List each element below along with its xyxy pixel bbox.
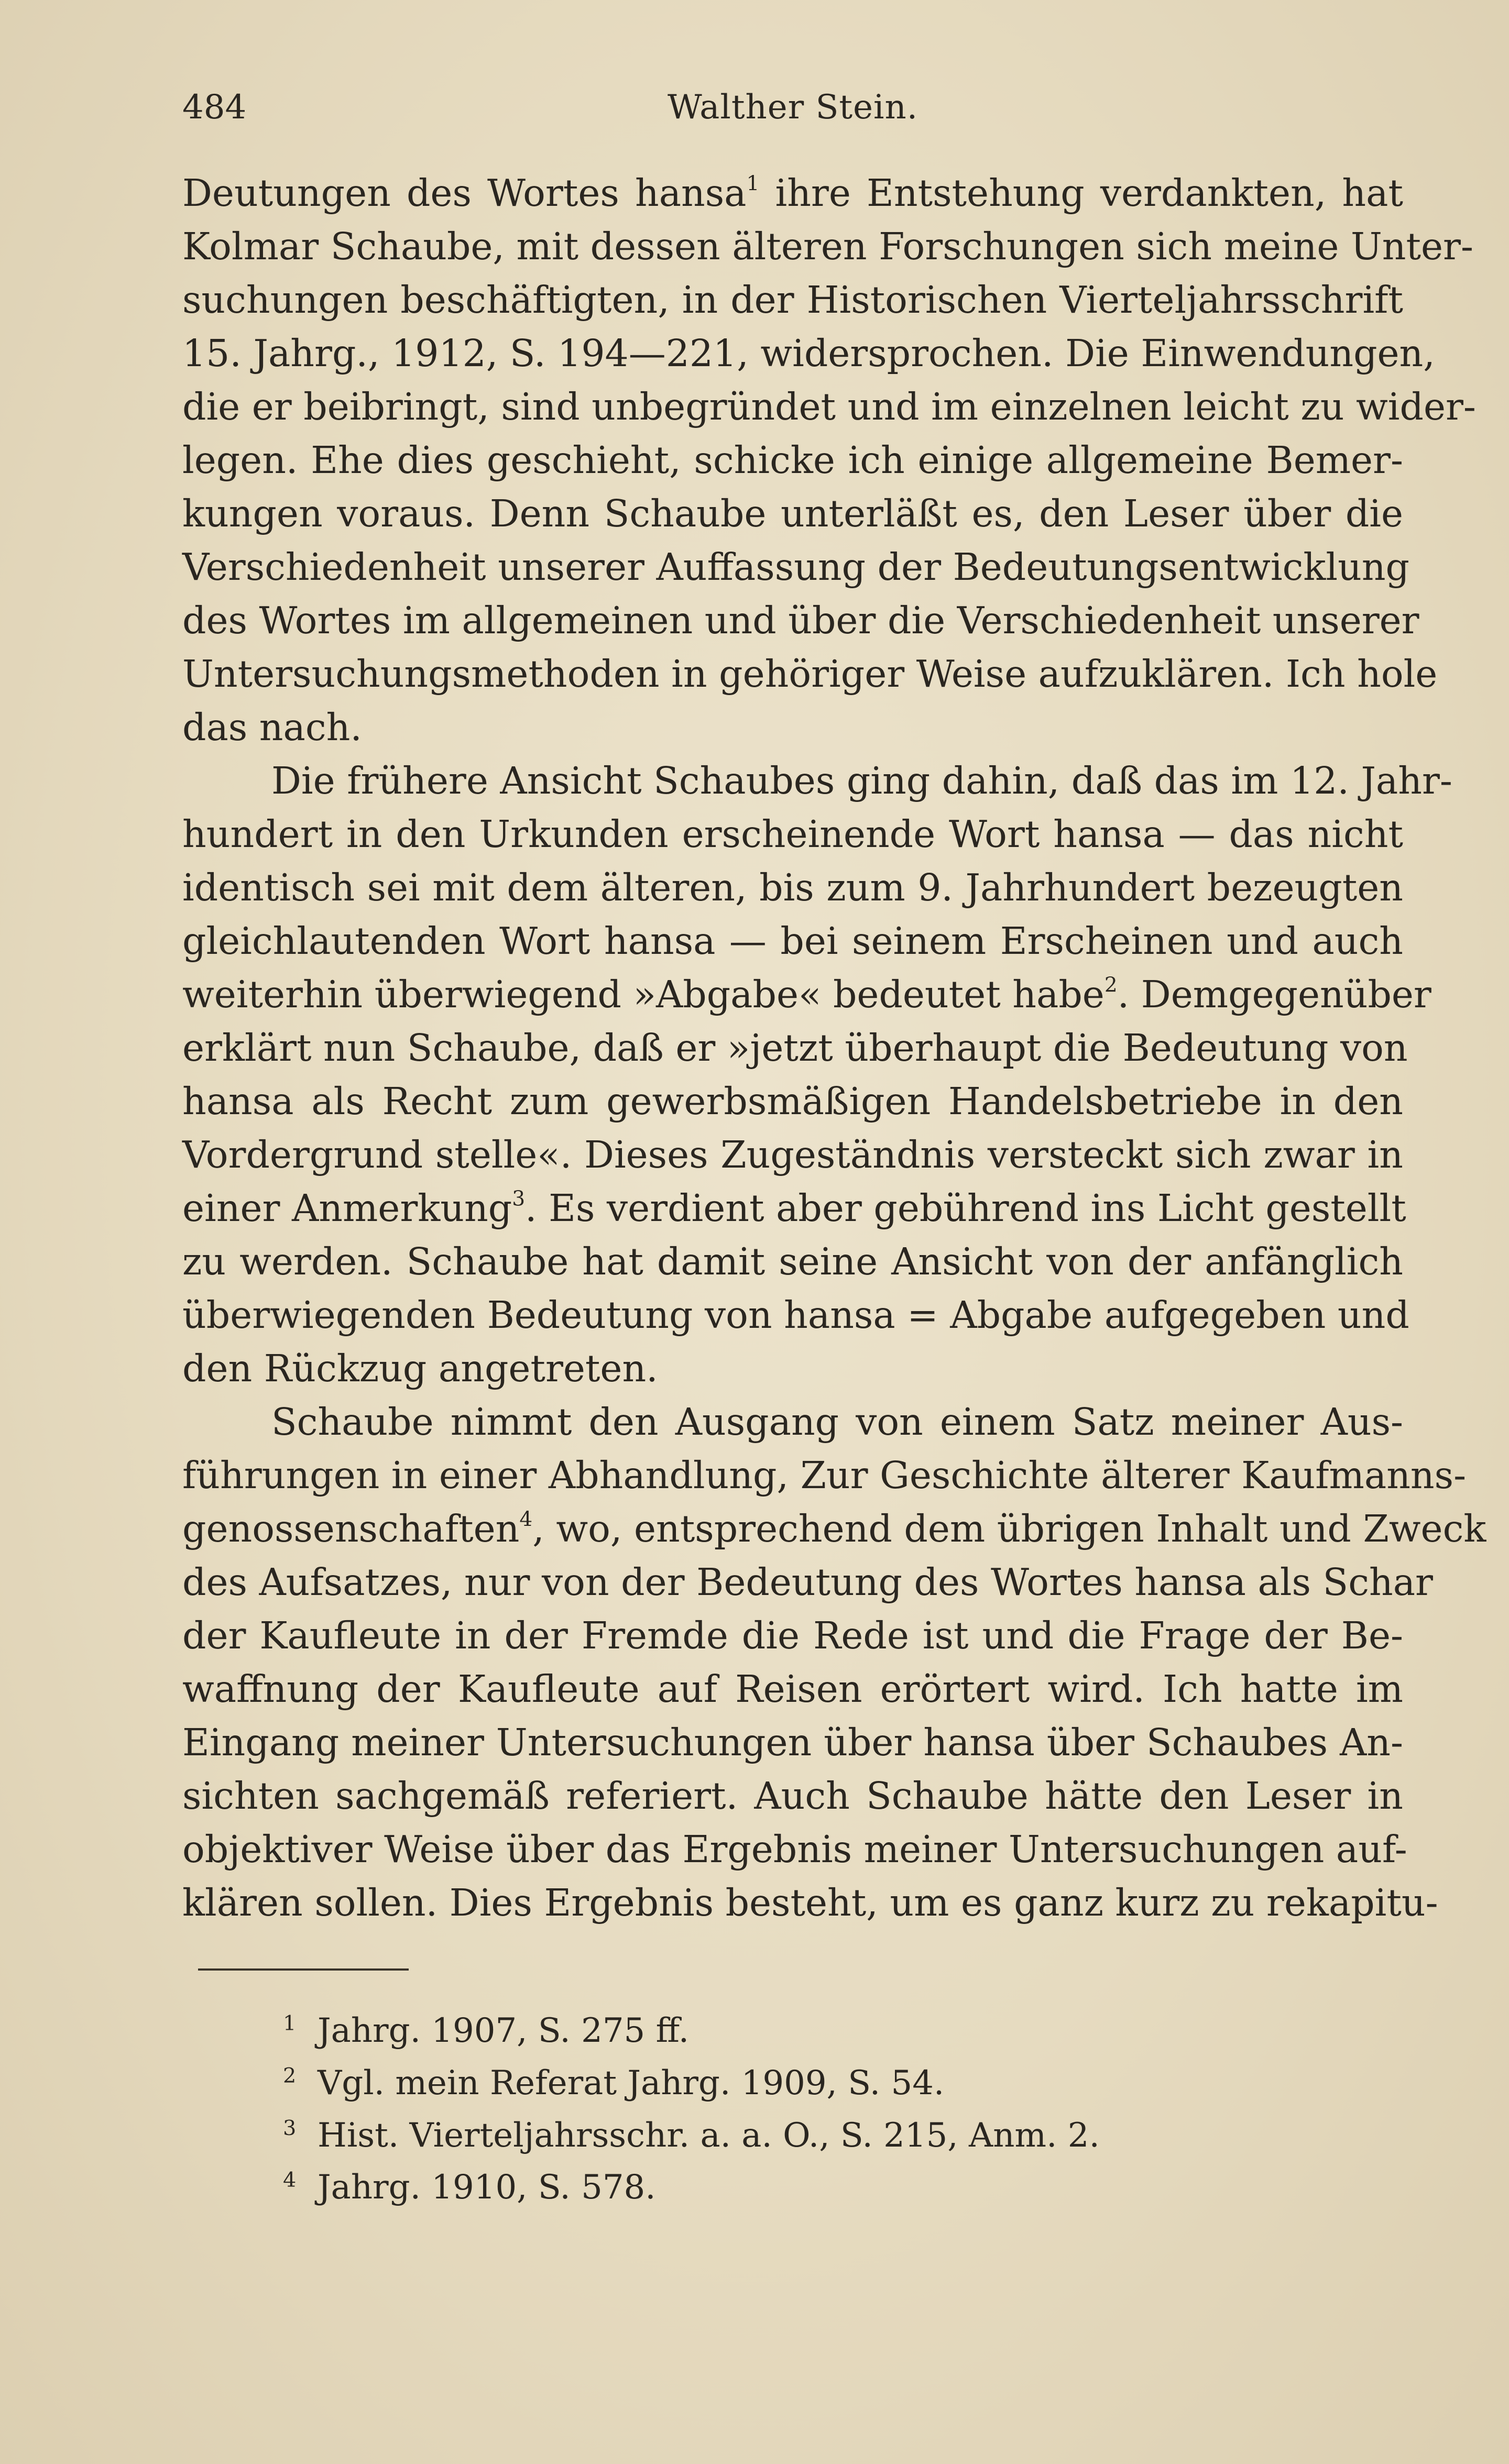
text-segment: klären sollen. Dies Ergebnis besteht, um es ganz kurz zu rekapitu- (182, 1881, 1438, 1924)
text-line (182, 1449, 1467, 1502)
text-segment: den Rückzug angetreten. (182, 1347, 658, 1390)
text-segment: gleichlautenden Wort hansa — bei seinem Erscheinen und auch (182, 919, 1403, 963)
text-segment: . Demgegenüber (1117, 973, 1431, 1016)
text-line (182, 1823, 1407, 1876)
text-segment: Untersuchungsmethoden in gehöriger Weise aufzuklären. Ich hole (182, 652, 1438, 696)
footnote-text: Jahrg. 1907, S. 275 ff. (318, 2011, 690, 2050)
text-line (182, 1289, 1409, 1342)
footnote-text: Jahrg. 1910, S. 578. (318, 2168, 656, 2207)
text-segment: führungen in einer Abhandlung, Zur Geschichte älterer Kaufmanns- (182, 1454, 1467, 1497)
text-segment: Verschiedenheit unserer Auffassung der Bedeutungsentwicklung (182, 545, 1409, 589)
text-line (182, 594, 1419, 647)
text-line (182, 220, 1473, 273)
footnote-marker: 1 (746, 172, 760, 196)
text-line (182, 968, 1431, 1021)
text-segment: Die frühere Ansicht Schaubes ging dahin, daß das im 12. Jahr- (271, 759, 1452, 802)
text-segment: überwiegenden Bedeutung von hansa = Abgabe aufgegeben und (182, 1293, 1409, 1337)
footnote (283, 2053, 1226, 2106)
footnote-marker: 4 (519, 1508, 533, 1532)
text-segment: suchungen beschäftigten, in der Historischen Vierteljahrsschrift (182, 278, 1403, 322)
text-line (182, 1021, 1408, 1075)
page-header (182, 79, 1403, 136)
text-segment: einer Anmerkung (182, 1186, 512, 1230)
footnote-marker: 3 (512, 1187, 526, 1211)
footnote-number: 4 (283, 2168, 297, 2193)
text-line (182, 1716, 1403, 1769)
text-line (182, 915, 1403, 968)
text-segment: Vordergrund stelle«. Dieses Zugeständnis versteckt sich zwar in (182, 1133, 1403, 1176)
footnote-text: Vgl. mein Referat Jahrg. 1909, S. 54. (318, 2063, 945, 2103)
text-segment: , wo, entsprechend dem übrigen Inhalt und Zweck (532, 1507, 1486, 1550)
text-segment: ihre Entstehung verdankten, hat (759, 171, 1403, 215)
text-segment: waffnung der Kaufleute auf Reisen erörtert wird. Ich hatte im (182, 1667, 1403, 1711)
text-segment: Eingang meiner Untersuchungen über hansa über Schaubes An- (182, 1721, 1403, 1764)
text-line (182, 1342, 1403, 1395)
text-segment: des Wortes im allgemeinen und über die Verschiedenheit unserer (182, 599, 1419, 642)
text-line (182, 647, 1438, 701)
text-line (182, 434, 1403, 487)
text-segment: . Es verdient aber gebührend ins Licht gestellt (525, 1186, 1406, 1230)
footnote-text: Hist. Vierteljahrsschr. a. a. O., S. 215, Anm. 2. (318, 2116, 1100, 2155)
footnote (283, 2001, 1226, 2053)
footnote-rule (198, 1968, 409, 1971)
text-segment: die er beibringt, sind unbegründet und im einzelnen leicht zu wider- (182, 385, 1476, 428)
text-segment: erklärt nun Schaube, daß er »jetzt überhaupt die Bedeutung von (182, 1026, 1408, 1070)
text-line (182, 808, 1403, 861)
text-line (182, 1769, 1403, 1823)
text-segment: hundert in den Urkunden erscheinende Wort hansa — das nicht (182, 812, 1403, 856)
text-line (182, 1182, 1406, 1235)
text-segment: identisch sei mit dem älteren, bis zum 9. Jahrhundert bezeugten (182, 866, 1403, 909)
text-line (182, 1556, 1433, 1609)
footnote-number: 3 (283, 2116, 297, 2140)
paragraph (182, 1395, 1486, 1930)
text-segment: 15. Jahrg., 1912, S. 194—221, widersprochen. Die Einwendungen, (182, 332, 1435, 375)
text-line (182, 861, 1403, 915)
text-line (182, 1502, 1486, 1556)
text-line (182, 167, 1403, 220)
text-segment: kungen voraus. Denn Schaube unterläßt es, den Leser über die (182, 492, 1403, 535)
footnote (283, 2158, 1226, 2210)
footnotes (283, 2001, 1226, 2210)
text-segment: objektiver Weise über das Ergebnis meiner Untersuchungen auf- (182, 1828, 1407, 1871)
text-line (182, 487, 1403, 541)
footnote-number: 2 (283, 2063, 297, 2088)
text-line (182, 1609, 1403, 1663)
text-segment: weiterhin überwiegend »Abgabe« bedeutet habe (182, 973, 1105, 1016)
text-segment: Schaube nimmt den Ausgang von einem Satz meiner Aus- (271, 1400, 1403, 1444)
paragraph (182, 754, 1452, 1395)
footnote-number: 1 (283, 2011, 297, 2036)
text-line (182, 1395, 1403, 1449)
footnote (283, 2106, 1226, 2158)
text-segment: Deutungen des Wortes hansa (182, 171, 747, 215)
text-line (182, 1663, 1403, 1716)
text-line (182, 273, 1403, 327)
body-text (182, 167, 1486, 1930)
text-line (182, 1128, 1403, 1182)
running-title: Walther Stein. (667, 88, 918, 127)
text-segment: hansa als Recht zum gewerbsmäßigen Handelsbetriebe in den (182, 1080, 1403, 1123)
page-number: 484 (182, 88, 247, 127)
text-line (182, 541, 1409, 594)
text-line (182, 327, 1435, 380)
text-segment: des Aufsatzes, nur von der Bedeutung des Wortes hansa als Schar (182, 1560, 1433, 1604)
text-segment: legen. Ehe dies geschieht, schicke ich einige allgemeine Bemer- (182, 438, 1403, 482)
text-line (182, 1075, 1403, 1128)
text-segment: Kolmar Schaube, mit dessen älteren Forschungen sich meine Unter- (182, 225, 1473, 268)
text-line (182, 1876, 1438, 1930)
text-segment: das nach. (182, 706, 362, 749)
text-line (182, 701, 1403, 754)
text-segment: sichten sachgemäß referiert. Auch Schaube hätte den Leser in (182, 1774, 1403, 1818)
text-line (182, 1235, 1403, 1289)
footnote-marker: 2 (1104, 973, 1118, 997)
text-line (182, 380, 1476, 434)
text-segment: zu werden. Schaube hat damit seine Ansicht von der anfänglich (182, 1240, 1403, 1283)
text-segment: genossenschaften (182, 1507, 520, 1550)
text-line (182, 754, 1452, 808)
text-segment: der Kaufleute in der Fremde die Rede ist und die Frage der Be- (182, 1614, 1403, 1657)
paragraph (182, 167, 1476, 754)
